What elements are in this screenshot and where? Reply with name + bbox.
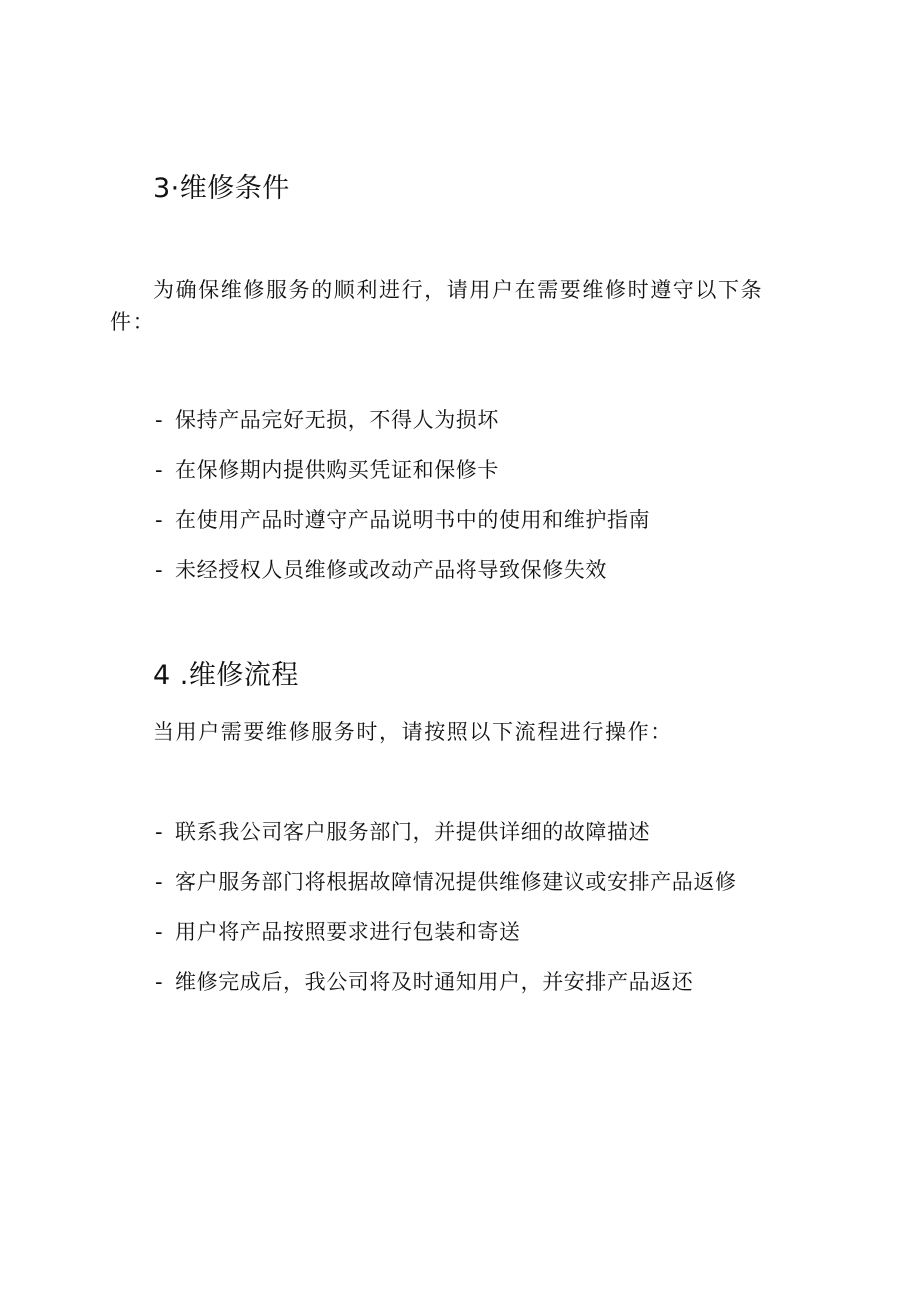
list-dash: - [155, 458, 164, 482]
list-item-text: 保持产品完好无损，不得人为损坏 [175, 408, 499, 432]
list-item [155, 504, 650, 554]
list-item-text: 客户服务部门将根据故障情况提供维修建议或安排产品返修 [175, 870, 737, 894]
list-dash: - [155, 558, 164, 582]
list-item [155, 866, 737, 916]
list-dash: - [155, 820, 164, 844]
section-4-intro: 当用户需要维修服务时，请按照以下流程进行操作： [153, 720, 673, 744]
list-dash: - [155, 920, 164, 944]
list-item [155, 454, 650, 504]
list-dash: - [155, 870, 164, 894]
list-item-text: 联系我公司客户服务部门，并提供详细的故障描述 [175, 820, 651, 844]
list-dash: - [155, 408, 164, 432]
list-item-text: 维修完成后，我公司将及时通知用户，并安排产品返还 [175, 970, 694, 994]
list-item-text: 未经授权人员维修或改动产品将导致保修失效 [175, 558, 607, 582]
section-4-process-list [155, 816, 737, 1016]
list-item-text: 在保修期内提供购买凭证和保修卡 [175, 458, 499, 482]
list-item-text: 用户将产品按照要求进行包装和寄送 [175, 920, 521, 944]
section-3-heading: 3·维修条件 [153, 173, 290, 204]
section-4-heading: 4 .维修流程 [153, 660, 299, 691]
list-dash: - [155, 508, 164, 532]
list-item [155, 816, 737, 866]
section-3-conditions-list [155, 404, 650, 604]
list-item-text: 在使用产品时遵守产品说明书中的使用和维护指南 [175, 508, 651, 532]
list-item [155, 966, 737, 1016]
list-dash: - [155, 970, 164, 994]
list-item [155, 916, 737, 966]
list-item [155, 404, 650, 454]
list-item [155, 554, 650, 604]
section-3-intro: 为确保维修服务的顺利进行，请用户在需要维修时遵守以下条件： [110, 278, 764, 334]
